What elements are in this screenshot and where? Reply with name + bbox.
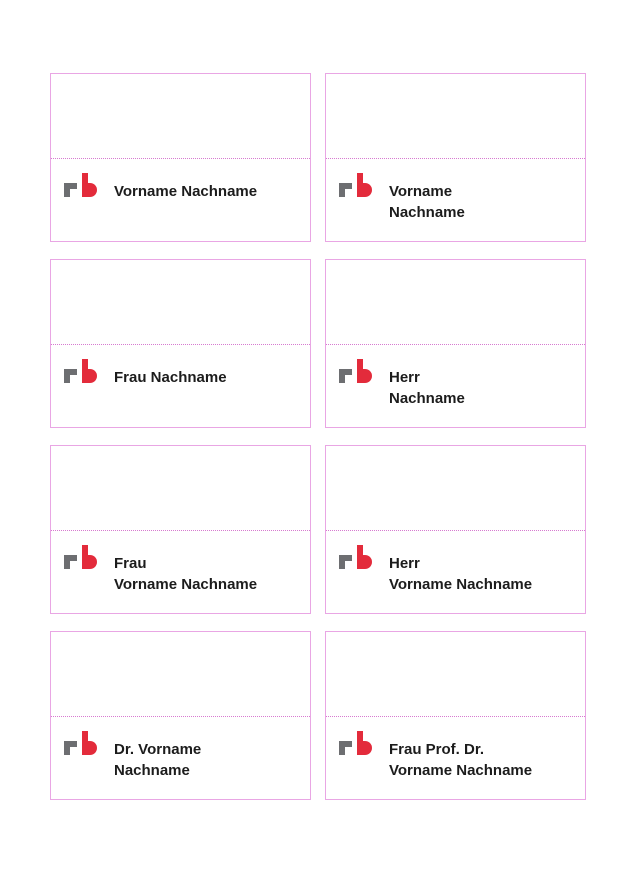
fold-line (326, 344, 585, 345)
rb-logo-icon (339, 359, 375, 383)
rb-logo-icon (64, 359, 100, 383)
name-card-sheet (50, 73, 586, 800)
card-name: Frau Prof. Dr. Vorname Nachname (389, 741, 533, 779)
fold-line (326, 716, 585, 717)
card-name: Vorname Nachname (389, 183, 465, 221)
card-name: Vorname Nachname (114, 183, 258, 200)
card-name: Herr Vorname Nachname (389, 555, 533, 593)
name-card (325, 259, 586, 428)
name-card (325, 73, 586, 242)
rb-logo-icon (339, 173, 375, 197)
name-card (325, 445, 586, 614)
fold-line (51, 716, 310, 717)
fold-line (51, 530, 310, 531)
fold-line (326, 530, 585, 531)
rb-logo-icon (64, 731, 100, 755)
rb-logo-icon (339, 731, 375, 755)
rb-logo-icon (64, 173, 100, 197)
rb-logo-icon (339, 545, 375, 569)
name-card (50, 631, 311, 800)
fold-line (51, 344, 310, 345)
name-card (50, 73, 311, 242)
name-card (325, 631, 586, 800)
card-name: Frau Vorname Nachname (114, 555, 258, 593)
card-name: Dr. Vorname Nachname (114, 741, 202, 779)
card-name: Herr Nachname (389, 369, 465, 407)
name-card (50, 259, 311, 428)
name-card (50, 445, 311, 614)
rb-logo-icon (64, 545, 100, 569)
fold-line (326, 158, 585, 159)
card-name: Frau Nachname (114, 369, 227, 386)
fold-line (51, 158, 310, 159)
